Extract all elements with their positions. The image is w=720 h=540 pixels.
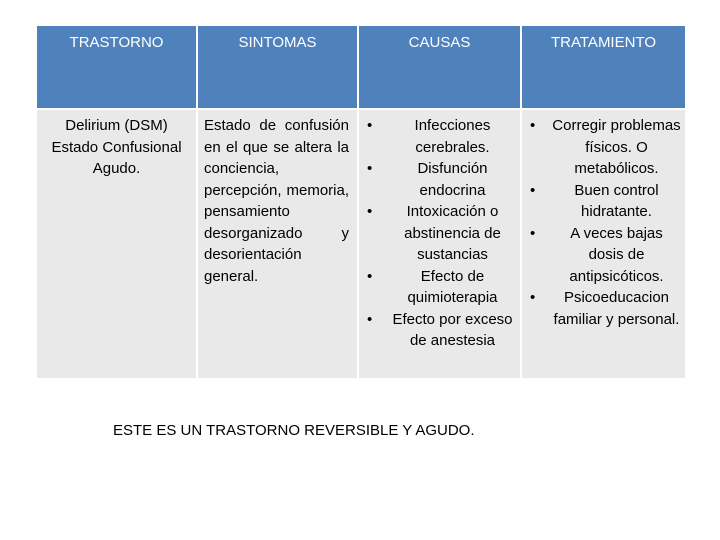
trastorno-line: Estado Confusional	[51, 138, 182, 156]
table-row	[37, 110, 685, 378]
disorder-table	[37, 26, 685, 378]
header-tratamiento: TRATAMIENTO	[522, 26, 685, 110]
causas-list	[359, 115, 520, 352]
tratamiento-list	[522, 115, 685, 330]
list-item: • Efecto de quimioterapia	[367, 267, 498, 306]
trastorno-line: Agudo.	[92, 160, 141, 177]
list-item: • Intoxicación o abstinencia de sustancias	[367, 203, 501, 263]
bullet-icon: •	[530, 289, 536, 306]
bullet-icon: •	[530, 224, 536, 242]
tratamiento-cell	[522, 110, 685, 378]
list-item: • Psicoeducacion familiar y personal.	[530, 289, 680, 328]
list-item: • Buen control hidratante.	[530, 181, 659, 220]
list-item: • Corregir problemas físicos. O metabólicos.	[530, 117, 681, 177]
header-causas: CAUSAS	[359, 26, 522, 110]
bullet-icon: •	[367, 160, 373, 177]
list-item: • Efecto por exceso de anestesia	[367, 310, 513, 349]
sintomas-text: Estado de confusión en el que se altera la conciencia, percepción, memoria, pensamiento desorganizado y desorientación general.	[204, 117, 349, 285]
trastorno-line: Delirium (DSM)	[65, 117, 168, 134]
sintomas-cell	[198, 110, 359, 378]
bullet-icon: •	[530, 117, 536, 134]
header-trastorno: TRASTORNO	[37, 26, 198, 110]
header-sintomas: SINTOMAS	[198, 26, 359, 110]
bullet-icon: •	[530, 181, 536, 199]
causas-cell	[359, 110, 522, 378]
bullet-icon: •	[367, 117, 373, 134]
list-item: • Infecciones cerebrales.	[367, 117, 491, 156]
footnote: ESTE ES UN TRASTORNO REVERSIBLE Y AGUDO.	[113, 422, 475, 439]
bullet-icon: •	[367, 310, 373, 328]
bullet-icon: •	[367, 267, 373, 285]
trastorno-cell	[37, 110, 198, 378]
bullet-icon: •	[367, 203, 373, 220]
list-item: • Disfunción endocrina	[367, 160, 488, 199]
table-header-row	[37, 26, 685, 110]
list-item: • A veces bajas dosis de antipsicóticos.	[530, 224, 664, 285]
